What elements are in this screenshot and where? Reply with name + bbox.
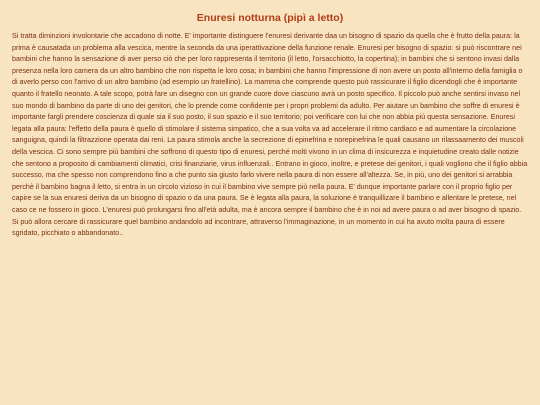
article-body: Si tratta diminzioni involontarie che accadono di notte. E' importante distinguere l'enuresi derivante daa un bisogno di spazio da quella che è frutto della paura: la prima è causatada un problema alla vescica, mentre la seconda da una iperattivazione della funzione renale. Enuresi per bisogno di spazio: si può riscontrare nei bambini che hanno la sensazione di aver perso ciò che per loro rappresenta il territorio (il letto, l'orsacchiotto, la copertina); in bambini che si sentono invasi dalla presenza nella loro camera da un altro bambino che non rispetta le loro cosa; in bambini che hanno l'impressione di non avere un posto all'interno della famiglia o di averlo perso con l'arrivo di un altro bambino (ad esempio un fratellino). La mamma che comprende questo può rassicurare il figlio dicendogli che è importante quanto il fratello neonato. A tale scopo, potrà fare un disegno con un grande cuore dove ciascuno avrà un posto specifico. Il piccolo può anche sentirsi invaso nel suo mondo di bambino da parte di uno dei genitori, che lo prende come confidente per i propri problemi da adulto. Per aiutare un bambino che soffre di enuresi è importante fargli prendere coscienza di quale sia il suo posto, il suo spazio e il suo territorio; poi verificare con lui che non abbia più questa sensazione. Enuresi legata alla paura: l'effetto della paura è quello di stimolare il sistema simpatico, che a sua volta va ad accelerare il ritmo cardiaco e ad aumentare la circolazione sanguigna, quindi la filtrazzione operata dai reni. La paura stimola anche la secrezione di epinefrina e norepinefrina le quali causano un rilassaamento dei muscoli della vescica. Ci sono sempre più bambini che soffrono di questo tipo di enuresi, perché molti vivono in un clima di insicurezza e inquietudine creato dalle notizie che sentono a proposito di cambiamenti climatici, crisi finanziarie, virus influenzali.. Entrano in gioco, inoltre, e pretese dei genitori, i quali vogliono che il figlio abbia successo, ma che spesso non comprendono fino a che punto sia giusto farlo vivere nella paura di non essere all'altezza. Se, in più, uno dei genitori si arrabbia perchè il bambino bagna il letto, si entra in un circolo vizioso in cui il bambino vive sempre più nella paura. E' dunque importante parlare con il proprio figlio per capire se la sua enuresi deriva da un bisogno di spazio o da una paura. Se è legata alla paura, la soluzione è tranquillizare il bambino e allentare le pretese, nel caso ce ne fossero in gioco. L'enuresi può prolungarsi fino all'età adulta, ma è ancora sempre il bambino che è in noi ad avere paura o ad aver bisogno di spazio. Si può allora cercare di rassicurare quel bambino andandolo ad incontrare, attraverso l'immaginazione, in un momento in cui ha avuto molta paura di essere sgridato, picchiato o abbandonato..: [12, 32, 528, 238]
article-title: Enuresi notturna (pipì a letto): [196, 12, 344, 24]
